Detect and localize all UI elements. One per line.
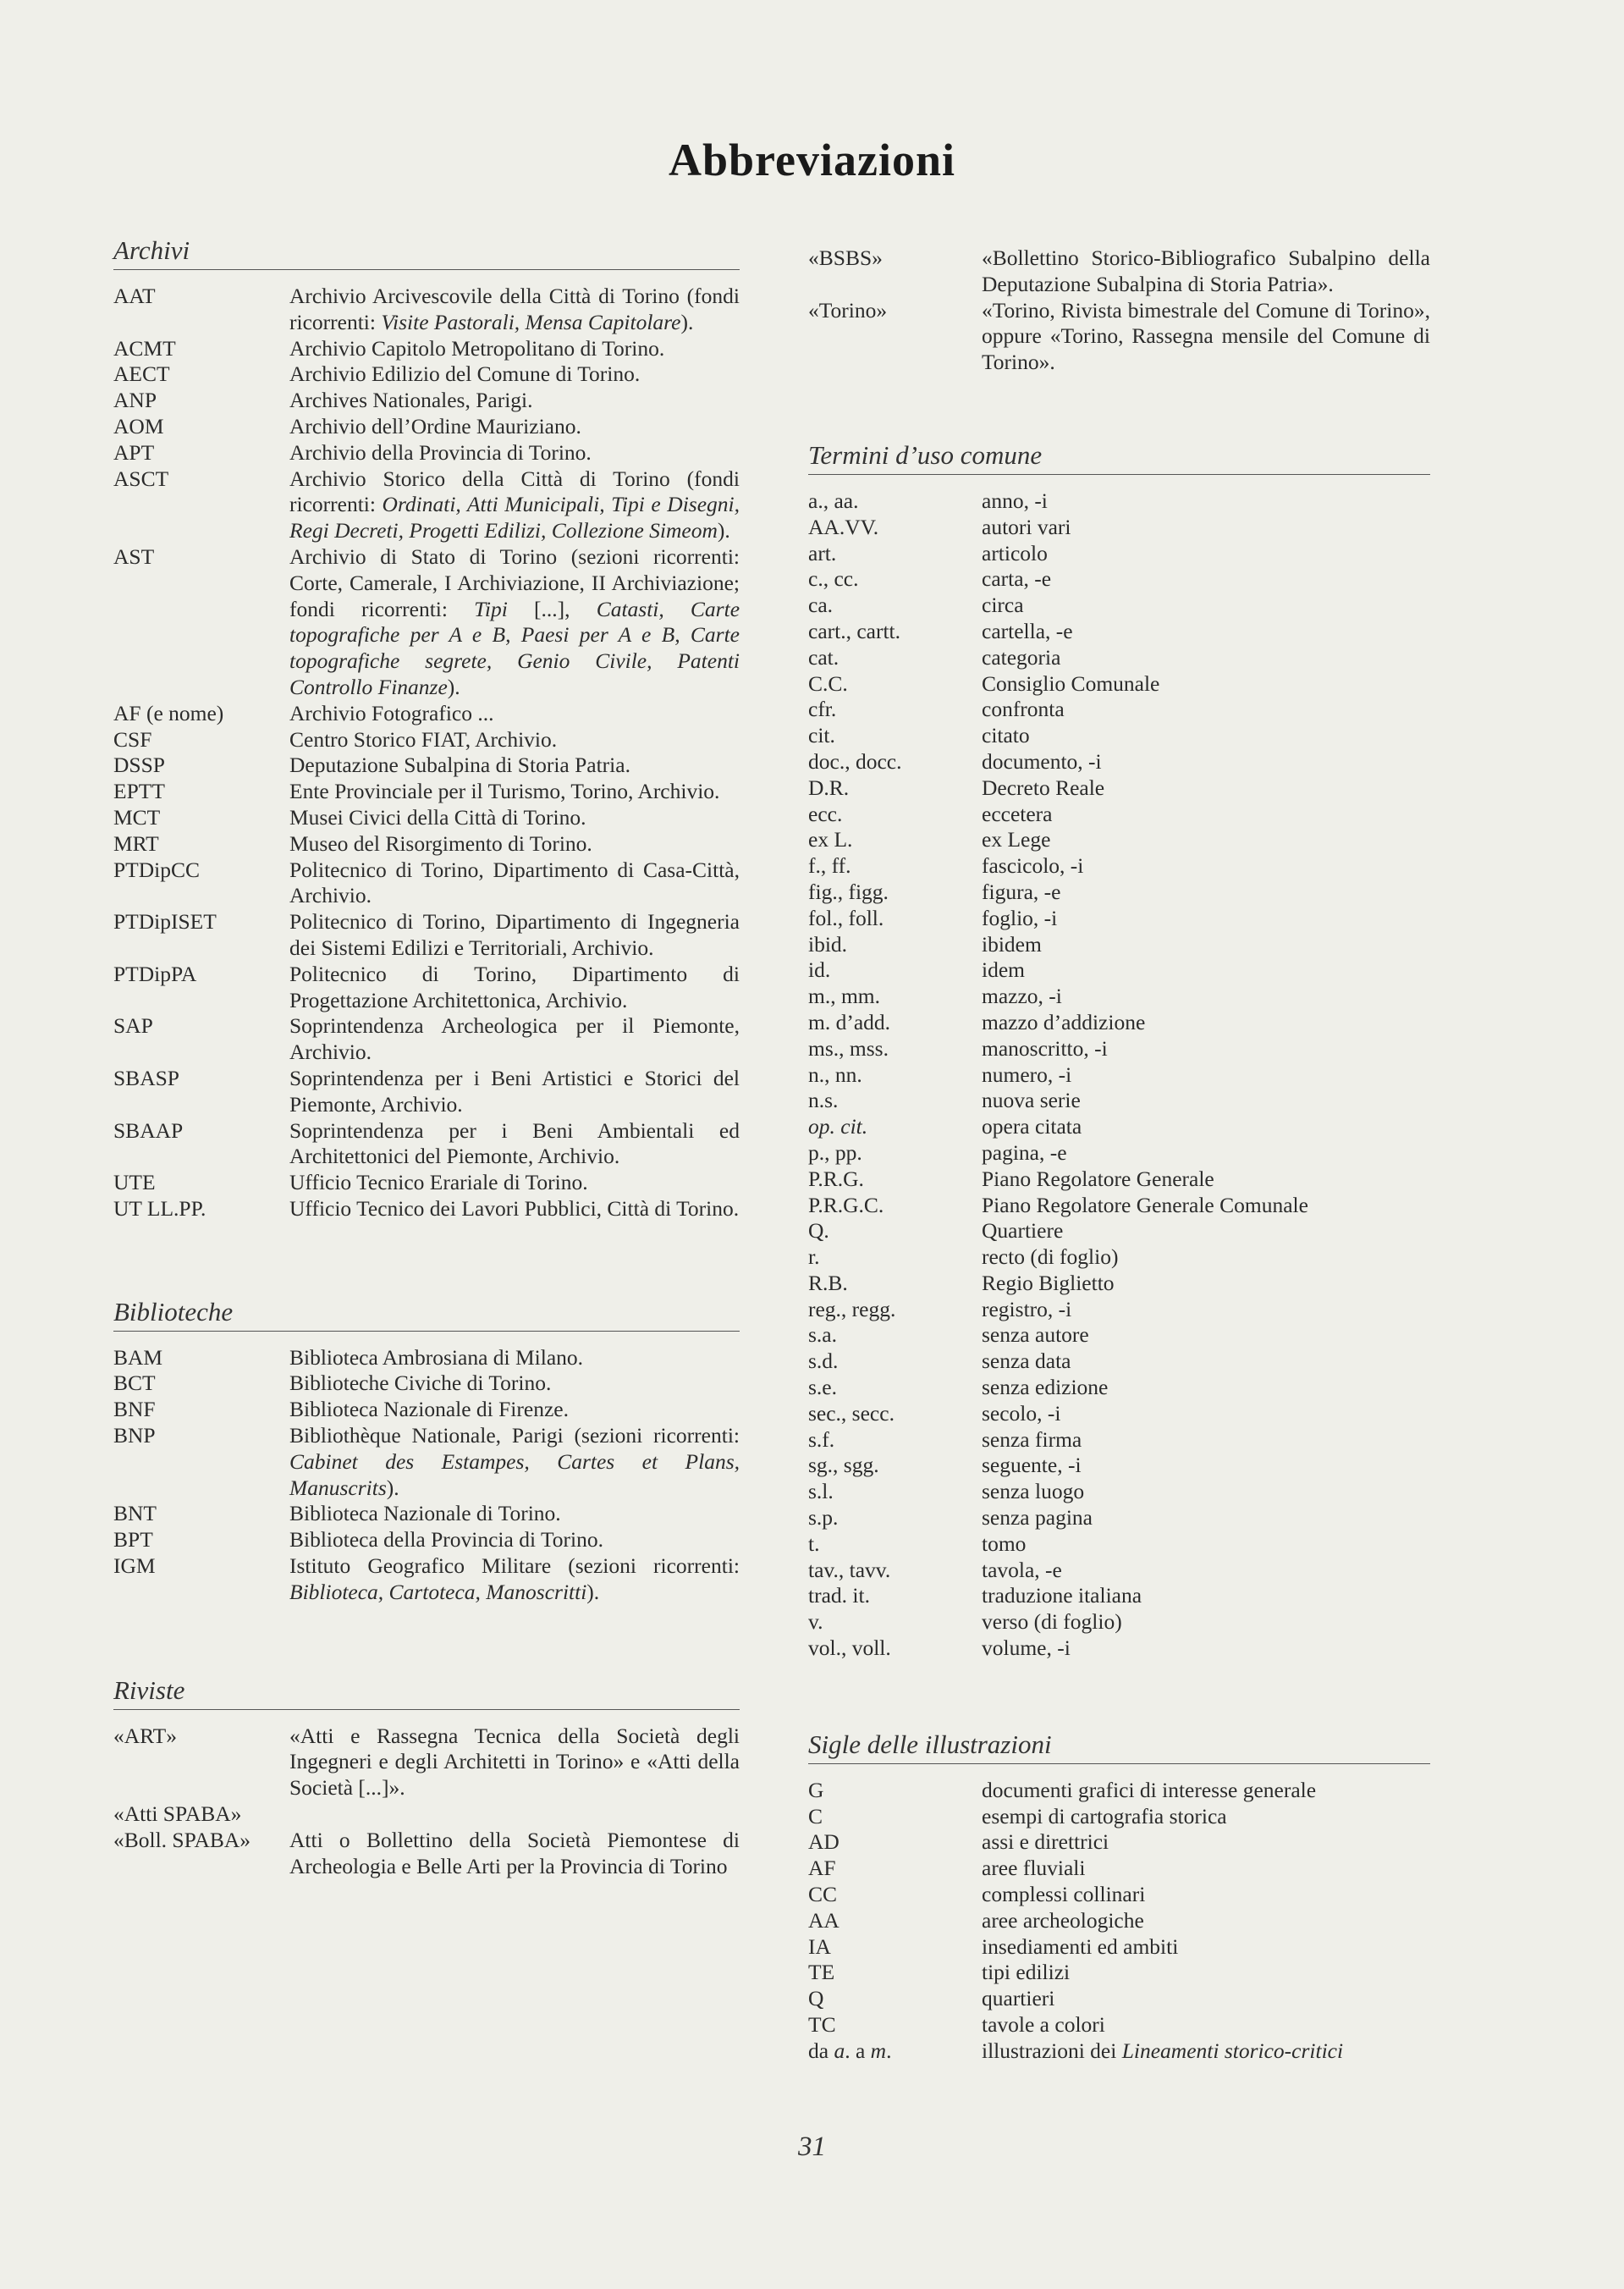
abbreviation-definition: illustrazioni dei Lineamenti storico-critici xyxy=(982,2038,1344,2063)
abbreviation-term: TC xyxy=(808,2012,836,2038)
abbreviation-term: fol., foll. xyxy=(808,905,884,930)
abbreviation-definition: idem xyxy=(982,957,1025,983)
right-column xyxy=(808,245,1430,2065)
abbreviation-entry xyxy=(808,671,1430,698)
abbreviation-term: cfr. xyxy=(808,697,837,722)
abbreviation-definition: Soprintendenza per i Beni Artistici e Storici del Piemonte, Archivio. xyxy=(289,1065,740,1117)
abbreviation-term: vol., voll. xyxy=(808,1635,891,1661)
abbreviation-entry xyxy=(808,749,1430,775)
abbreviation-entry xyxy=(808,1453,1430,1479)
abbreviation-entry xyxy=(808,932,1430,958)
abbreviation-definition: pagina, -e xyxy=(982,1139,1067,1165)
abbreviation-entry xyxy=(113,831,740,858)
abbreviation-term: D.R. xyxy=(808,775,850,800)
abbreviation-definition: tavole a colori xyxy=(982,2012,1105,2038)
abbreviation-entry xyxy=(113,727,740,753)
section-title-sigle: Sigle delle illustrazioni xyxy=(808,1729,1430,1764)
abbreviation-term: AA.VV. xyxy=(808,514,879,539)
abbreviation-entry xyxy=(113,414,740,440)
abbreviation-term: AOM xyxy=(113,413,164,438)
abbreviation-definition: citato xyxy=(982,723,1030,748)
abbreviation-entry xyxy=(808,906,1430,932)
abbreviation-definition: aree archeologiche xyxy=(982,1907,1144,1933)
abbreviation-definition: registro, -i xyxy=(982,1296,1072,1321)
abbreviation-definition: Soprintendenza Archeologica per il Piemonte, Archivio. xyxy=(289,1013,740,1065)
abbreviation-entry xyxy=(113,753,740,779)
abbreviation-term: P.R.G. xyxy=(808,1166,864,1191)
abbreviation-term: «ART» xyxy=(113,1723,177,1748)
abbreviation-entry xyxy=(808,1882,1430,1908)
abbreviation-definition: Archivio di Stato di Torino (sezioni ricorrenti: Corte, Camerale, I Archiviazione, II Archiviazione; fondi ricorrenti: Tipi [...], Catasti, Carte topografiche per A e B, Paesi per A e B, Carte topografiche segrete, Genio Civile, Patenti Controllo Finanze). xyxy=(289,543,740,699)
abbreviation-definition: Piano Regolatore Generale Comunale xyxy=(982,1192,1308,1217)
abbreviation-entry xyxy=(113,466,740,544)
abbreviation-definition: Biblioteche Civiche di Torino. xyxy=(289,1371,552,1396)
abbreviation-entry xyxy=(113,361,740,388)
abbreviation-entry xyxy=(808,2012,1430,2038)
abbreviation-term: v. xyxy=(808,1609,823,1635)
abbreviation-definition: nuova serie xyxy=(982,1088,1081,1113)
entries-sigle xyxy=(808,1778,1430,2065)
abbreviation-entry xyxy=(113,1013,740,1066)
abbreviation-term: s.l. xyxy=(808,1479,834,1504)
abbreviation-term: ca. xyxy=(808,593,834,618)
abbreviation-definition: Ufficio Tecnico dei Lavori Pubblici, Città di Torino. xyxy=(289,1195,740,1221)
abbreviation-entry xyxy=(808,245,1430,298)
abbreviation-entry xyxy=(113,1423,740,1501)
abbreviation-term: ms., mss. xyxy=(808,1035,889,1061)
abbreviation-entry xyxy=(808,1531,1430,1558)
entries-riviste xyxy=(113,1724,740,1880)
page-number: 31 xyxy=(798,2132,826,2162)
abbreviation-definition: Politecnico di Torino, Dipartimento di Casa-Città, Archivio. xyxy=(289,857,740,908)
abbreviation-definition: Politecnico di Torino, Dipartimento di Ingegneria dei Sistemi Edilizi e Territoriali, Archivio. xyxy=(289,909,740,960)
section-title-biblioteche: Biblioteche xyxy=(113,1297,740,1332)
abbreviation-definition: seguente, -i xyxy=(982,1453,1082,1478)
abbreviation-term: «Atti SPABA» xyxy=(113,1801,242,1827)
abbreviation-entry xyxy=(113,909,740,962)
abbreviation-entry xyxy=(808,1505,1430,1531)
abbreviation-term: R.B. xyxy=(808,1270,848,1295)
abbreviation-entry xyxy=(808,1062,1430,1089)
abbreviation-entry xyxy=(808,1829,1430,1856)
abbreviation-term: AST xyxy=(113,543,155,569)
abbreviation-definition: articolo xyxy=(982,540,1048,565)
abbreviation-entry xyxy=(113,1066,740,1118)
abbreviation-definition: mazzo, -i xyxy=(982,984,1062,1009)
abbreviation-entry xyxy=(113,440,740,466)
abbreviation-term: f., ff. xyxy=(808,853,851,879)
abbreviation-entry xyxy=(808,1114,1430,1140)
abbreviation-definition: senza pagina xyxy=(982,1505,1093,1531)
abbreviation-definition: opera citata xyxy=(982,1114,1082,1139)
abbreviation-term: m., mm. xyxy=(808,984,881,1009)
abbreviation-term: ANP xyxy=(113,388,157,413)
abbreviation-entry xyxy=(808,541,1430,567)
entries-riviste-cont xyxy=(808,245,1430,376)
section-title-riviste: Riviste xyxy=(113,1675,740,1710)
abbreviation-entry xyxy=(808,593,1430,619)
left-column xyxy=(113,235,740,1879)
abbreviation-entry xyxy=(113,1724,740,1801)
abbreviation-definition: Archivio della Provincia di Torino. xyxy=(289,439,592,465)
abbreviation-entry xyxy=(808,984,1430,1010)
abbreviation-definition: Archivio Capitolo Metropolitano di Torino. xyxy=(289,335,665,361)
abbreviation-definition: Deputazione Subalpina di Storia Patria. xyxy=(289,753,630,778)
abbreviation-entry xyxy=(808,957,1430,984)
abbreviation-entry xyxy=(113,336,740,362)
abbreviation-entry xyxy=(113,1828,740,1880)
abbreviation-definition: manoscritto, -i xyxy=(982,1035,1108,1061)
abbreviation-entry xyxy=(113,1527,740,1553)
abbreviation-entry xyxy=(808,1401,1430,1427)
abbreviation-definition: Decreto Reale xyxy=(982,775,1105,800)
abbreviation-term: PTDipPA xyxy=(113,961,197,986)
abbreviation-entry xyxy=(113,1397,740,1423)
abbreviation-entry xyxy=(113,1801,740,1828)
abbreviation-term: ecc. xyxy=(808,801,843,826)
abbreviation-entry xyxy=(808,645,1430,671)
abbreviation-definition: Quartiere xyxy=(982,1218,1064,1244)
abbreviation-definition: Biblioteca Ambrosiana di Milano. xyxy=(289,1344,584,1370)
abbreviation-term: BAM xyxy=(113,1344,163,1370)
abbreviation-term: AAT xyxy=(113,284,156,308)
abbreviation-term: UTE xyxy=(113,1170,156,1195)
abbreviation-definition: fascicolo, -i xyxy=(982,853,1084,879)
abbreviation-entry xyxy=(808,566,1430,593)
abbreviation-entry xyxy=(808,298,1430,376)
abbreviation-entry xyxy=(808,697,1430,723)
abbreviation-entry xyxy=(113,388,740,414)
abbreviation-term: n.s. xyxy=(808,1088,839,1113)
abbreviation-term: s.d. xyxy=(808,1349,839,1374)
abbreviation-term: TE xyxy=(808,1960,835,1985)
abbreviation-definition: Ufficio Tecnico Erariale di Torino. xyxy=(289,1170,588,1195)
abbreviation-entry xyxy=(113,858,740,910)
abbreviation-term: cit. xyxy=(808,723,835,748)
abbreviation-entry xyxy=(113,1118,740,1171)
abbreviation-entry xyxy=(808,1427,1430,1453)
abbreviation-entry xyxy=(113,701,740,727)
abbreviation-term: CSF xyxy=(113,726,152,752)
abbreviation-term: PTDipISET xyxy=(113,909,217,935)
abbreviation-term: BNP xyxy=(113,1423,156,1448)
abbreviation-definition: Archivio Storico della Città di Torino (fondi ricorrenti: Ordinati, Atti Municipali, Tipi e Disegni, Regi Decreti, Progetti Edilizi, Collezione Simeom). xyxy=(289,466,740,543)
abbreviation-definition xyxy=(289,1801,740,1828)
abbreviation-term: C.C. xyxy=(808,670,848,696)
abbreviation-definition: Atti o Bollettino della Società Piemontese di Archeologia e Belle Arti per la Provincia di Torino xyxy=(289,1827,740,1878)
abbreviation-term: s.p. xyxy=(808,1505,839,1531)
abbreviation-definition: Musei Civici della Città di Torino. xyxy=(289,804,586,830)
abbreviation-definition: documenti grafici di interesse generale xyxy=(982,1777,1317,1802)
abbreviation-definition: Soprintendenza per i Beni Ambientali ed Architettonici del Piemonte, Archivio. xyxy=(289,1117,740,1169)
section-title-termini: Termini d’uso comune xyxy=(808,440,1430,475)
abbreviation-entry xyxy=(808,1635,1430,1662)
abbreviation-definition: secolo, -i xyxy=(982,1400,1061,1426)
abbreviation-entry xyxy=(808,1271,1430,1297)
abbreviation-definition: verso (di foglio) xyxy=(982,1609,1122,1635)
abbreviation-definition: insediamenti ed ambiti xyxy=(982,1933,1179,1959)
abbreviation-term: ibid. xyxy=(808,931,848,957)
abbreviation-definition: Ente Provinciale per il Turismo, Torino, Archivio. xyxy=(289,779,720,804)
abbreviation-definition: Regio Biglietto xyxy=(982,1270,1115,1295)
abbreviation-term: UT LL.PP. xyxy=(113,1195,206,1221)
abbreviation-entry xyxy=(808,1167,1430,1193)
abbreviation-term: CC xyxy=(808,1882,838,1907)
abbreviation-definition: categoria xyxy=(982,644,1061,670)
abbreviation-term: AF xyxy=(808,1856,836,1881)
abbreviation-definition: Museo del Risorgimento di Torino. xyxy=(289,830,592,856)
abbreviation-term: art. xyxy=(808,540,837,565)
abbreviation-term: EPTT xyxy=(113,779,165,804)
abbreviation-definition: traduzione italiana xyxy=(982,1583,1142,1608)
abbreviation-term: G xyxy=(808,1777,824,1802)
entries-archivi xyxy=(113,284,740,1222)
abbreviation-term: IGM xyxy=(113,1553,156,1579)
abbreviation-term: id. xyxy=(808,957,831,983)
abbreviation-term: MRT xyxy=(113,830,159,856)
abbreviation-definition: autori vari xyxy=(982,514,1071,539)
abbreviation-term: s.f. xyxy=(808,1426,835,1452)
abbreviation-term: cart., cartt. xyxy=(808,618,901,643)
abbreviation-term: MCT xyxy=(113,804,161,830)
abbreviation-definition: Archivio Arcivescovile della Città di Torino (fondi ricorrenti: Visite Pastorali, Mensa Capitolare). xyxy=(289,284,740,334)
abbreviation-term: «Boll. SPABA» xyxy=(113,1827,251,1852)
abbreviation-term: «Torino» xyxy=(808,297,888,323)
abbreviation-entry xyxy=(808,1140,1430,1167)
abbreviation-definition: circa xyxy=(982,593,1024,618)
abbreviation-entry xyxy=(113,1371,740,1397)
abbreviation-entry xyxy=(808,1375,1430,1401)
abbreviation-definition: volume, -i xyxy=(982,1635,1071,1661)
abbreviation-term: sec., secc. xyxy=(808,1400,895,1426)
abbreviation-definition: senza edizione xyxy=(982,1375,1109,1400)
abbreviation-entry xyxy=(808,880,1430,906)
abbreviation-entry xyxy=(808,775,1430,802)
abbreviation-entry xyxy=(113,1170,740,1196)
abbreviation-definition: mazzo d’addizione xyxy=(982,1009,1146,1034)
abbreviation-entry xyxy=(808,1036,1430,1062)
abbreviation-entry xyxy=(808,723,1430,749)
abbreviation-definition: senza luogo xyxy=(982,1479,1085,1504)
abbreviation-term: ASCT xyxy=(113,466,169,491)
abbreviation-entry xyxy=(808,1804,1430,1830)
abbreviation-entry xyxy=(113,805,740,831)
abbreviation-entry xyxy=(808,1934,1430,1961)
abbreviation-definition: «Torino, Rivista bimestrale del Comune di Torino», oppure «Torino, Rassegna mensile del Comune di Torino». xyxy=(982,297,1430,375)
abbreviation-term: BNF xyxy=(113,1397,156,1422)
abbreviation-entry xyxy=(808,853,1430,880)
abbreviation-term: P.R.G.C. xyxy=(808,1192,884,1217)
abbreviation-entry xyxy=(808,1297,1430,1323)
abbreviation-entry xyxy=(113,1345,740,1371)
abbreviation-entry xyxy=(808,1244,1430,1271)
abbreviation-term: AD xyxy=(808,1829,840,1855)
abbreviation-definition: senza data xyxy=(982,1349,1071,1374)
abbreviation-term: SBASP xyxy=(113,1065,179,1090)
abbreviation-definition: tavola, -e xyxy=(982,1557,1062,1582)
abbreviation-term: sg., sgg. xyxy=(808,1453,879,1478)
abbreviation-definition: foglio, -i xyxy=(982,905,1058,930)
abbreviation-entry xyxy=(808,1778,1430,1804)
abbreviation-term: AF (e nome) xyxy=(113,700,224,725)
abbreviation-term: BCT xyxy=(113,1371,156,1396)
abbreviation-definition: Archivio dell’Ordine Mauriziano. xyxy=(289,413,581,438)
abbreviation-entry xyxy=(113,1553,740,1606)
abbreviation-term: «BSBS» xyxy=(808,245,883,270)
abbreviation-entry xyxy=(808,2038,1430,2065)
abbreviation-definition: Politecnico di Torino, Dipartimento di Progettazione Architettonica, Archivio. xyxy=(289,961,740,1012)
abbreviation-definition: complessi collinari xyxy=(982,1882,1146,1907)
abbreviation-term: a., aa. xyxy=(808,488,859,513)
abbreviation-entry xyxy=(808,1479,1430,1505)
abbreviation-definition: numero, -i xyxy=(982,1062,1072,1087)
abbreviation-term: fig., figg. xyxy=(808,879,889,904)
abbreviation-term: op. cit. xyxy=(808,1114,868,1139)
abbreviation-definition: anno, -i xyxy=(982,488,1048,513)
abbreviation-entry xyxy=(808,1960,1430,1986)
abbreviation-entry xyxy=(808,515,1430,541)
entries-biblioteche xyxy=(113,1345,740,1606)
entries-termini xyxy=(808,488,1430,1662)
abbreviation-entry xyxy=(808,1322,1430,1349)
abbreviation-term: AA xyxy=(808,1907,840,1933)
abbreviation-term: PTDipCC xyxy=(113,857,201,882)
abbreviation-entry xyxy=(113,284,740,336)
abbreviation-definition: Biblioteca della Provincia di Torino. xyxy=(289,1527,603,1553)
abbreviation-term: SBAAP xyxy=(113,1117,184,1143)
abbreviation-entry xyxy=(808,1856,1430,1882)
abbreviation-term: trad. it. xyxy=(808,1583,870,1608)
abbreviation-definition: «Atti e Rassegna Tecnica della Società degli Ingegneri e degli Architetti in Torino» e «Atti della Società [...]». xyxy=(289,1723,740,1801)
abbreviation-entry xyxy=(808,1193,1430,1219)
abbreviation-term: Q. xyxy=(808,1218,829,1244)
abbreviation-entry xyxy=(113,1501,740,1527)
abbreviation-definition: quartieri xyxy=(982,1986,1055,2011)
abbreviation-entry xyxy=(808,1349,1430,1375)
abbreviation-entry xyxy=(808,1010,1430,1036)
abbreviation-term: da a. a m. xyxy=(808,2038,892,2063)
abbreviation-definition: eccetera xyxy=(982,801,1053,826)
section-title-archivi: Archivi xyxy=(113,235,740,270)
abbreviation-term: DSSP xyxy=(113,753,165,778)
abbreviation-definition: ex Lege xyxy=(982,827,1051,852)
abbreviation-definition: recto (di foglio) xyxy=(982,1244,1119,1270)
abbreviation-entry xyxy=(808,1218,1430,1244)
abbreviation-definition: senza autore xyxy=(982,1322,1089,1348)
abbreviation-term: s.a. xyxy=(808,1322,837,1348)
abbreviation-entry xyxy=(808,1088,1430,1114)
abbreviation-definition: «Bollettino Storico-Bibliografico Subalpino della Deputazione Subalpina di Storia Patria». xyxy=(982,245,1430,296)
abbreviation-term: C xyxy=(808,1803,823,1828)
abbreviation-definition: confronta xyxy=(982,697,1065,722)
abbreviation-definition: Biblioteca Nazionale di Torino. xyxy=(289,1501,561,1526)
abbreviation-term: ex L. xyxy=(808,827,853,852)
abbreviation-definition: Istituto Geografico Militare (sezioni ricorrenti: Biblioteca, Cartoteca, Manoscritti). xyxy=(289,1553,740,1604)
abbreviation-entry xyxy=(808,802,1430,828)
abbreviation-entry xyxy=(113,779,740,805)
abbreviation-definition: Piano Regolatore Generale xyxy=(982,1166,1214,1191)
abbreviation-definition: figura, -e xyxy=(982,879,1061,904)
abbreviation-entry xyxy=(113,962,740,1014)
abbreviation-entry xyxy=(808,1908,1430,1934)
abbreviation-entry xyxy=(808,827,1430,853)
abbreviation-definition: Centro Storico FIAT, Archivio. xyxy=(289,726,558,752)
abbreviation-term: ACMT xyxy=(113,335,176,361)
abbreviation-term: doc., docc. xyxy=(808,748,902,774)
abbreviation-term: SAP xyxy=(113,1013,153,1039)
abbreviation-term: p., pp. xyxy=(808,1139,862,1165)
abbreviation-definition: tomo xyxy=(982,1531,1027,1556)
abbreviation-entry xyxy=(113,1196,740,1222)
abbreviation-definition: aree fluviali xyxy=(982,1856,1086,1881)
abbreviation-entry xyxy=(113,544,740,701)
abbreviation-entry xyxy=(808,619,1430,645)
abbreviation-definition: Bibliothèque Nationale, Parigi (sezioni ricorrenti: Cabinet des Estampes, Cartes et Plans, Manuscrits). xyxy=(289,1423,740,1500)
abbreviation-definition: carta, -e xyxy=(982,566,1052,592)
abbreviation-definition: Biblioteca Nazionale di Firenze. xyxy=(289,1397,569,1422)
abbreviation-definition: cartella, -e xyxy=(982,618,1073,643)
abbreviation-term: IA xyxy=(808,1933,831,1959)
abbreviation-definition: Consiglio Comunale xyxy=(982,670,1160,696)
abbreviation-entry xyxy=(808,1583,1430,1609)
abbreviation-term: t. xyxy=(808,1531,820,1556)
abbreviation-term: m. d’add. xyxy=(808,1009,891,1034)
abbreviation-definition: esempi di cartografia storica xyxy=(982,1803,1227,1828)
abbreviation-term: APT xyxy=(113,439,155,465)
abbreviation-term: BPT xyxy=(113,1527,153,1553)
abbreviation-term: AECT xyxy=(113,361,170,387)
abbreviation-term: r. xyxy=(808,1244,820,1270)
abbreviation-definition: assi e direttrici xyxy=(982,1829,1109,1855)
abbreviation-term: reg., regg. xyxy=(808,1296,896,1321)
abbreviation-entry xyxy=(808,488,1430,515)
abbreviation-term: s.e. xyxy=(808,1375,837,1400)
abbreviation-term: tav., tavv. xyxy=(808,1557,891,1582)
abbreviation-definition: documento, -i xyxy=(982,748,1102,774)
abbreviation-term: cat. xyxy=(808,644,840,670)
abbreviation-term: n., nn. xyxy=(808,1062,862,1087)
abbreviation-term: Q xyxy=(808,1986,824,2011)
abbreviation-definition: ibidem xyxy=(982,931,1042,957)
abbreviation-entry xyxy=(808,1609,1430,1635)
abbreviation-definition: senza firma xyxy=(982,1426,1082,1452)
abbreviation-definition: tipi edilizi xyxy=(982,1960,1071,1985)
abbreviation-definition: Archivio Edilizio del Comune di Torino. xyxy=(289,361,641,387)
abbreviation-entry xyxy=(808,1558,1430,1584)
abbreviation-term: c., cc. xyxy=(808,566,859,592)
abbreviation-term: BNT xyxy=(113,1501,157,1526)
page-title: Abbreviazioni xyxy=(668,135,956,185)
abbreviation-entry xyxy=(808,1986,1430,2012)
abbreviation-definition: Archivio Fotografico ... xyxy=(289,700,494,725)
abbreviation-definition: Archives Nationales, Parigi. xyxy=(289,388,533,413)
